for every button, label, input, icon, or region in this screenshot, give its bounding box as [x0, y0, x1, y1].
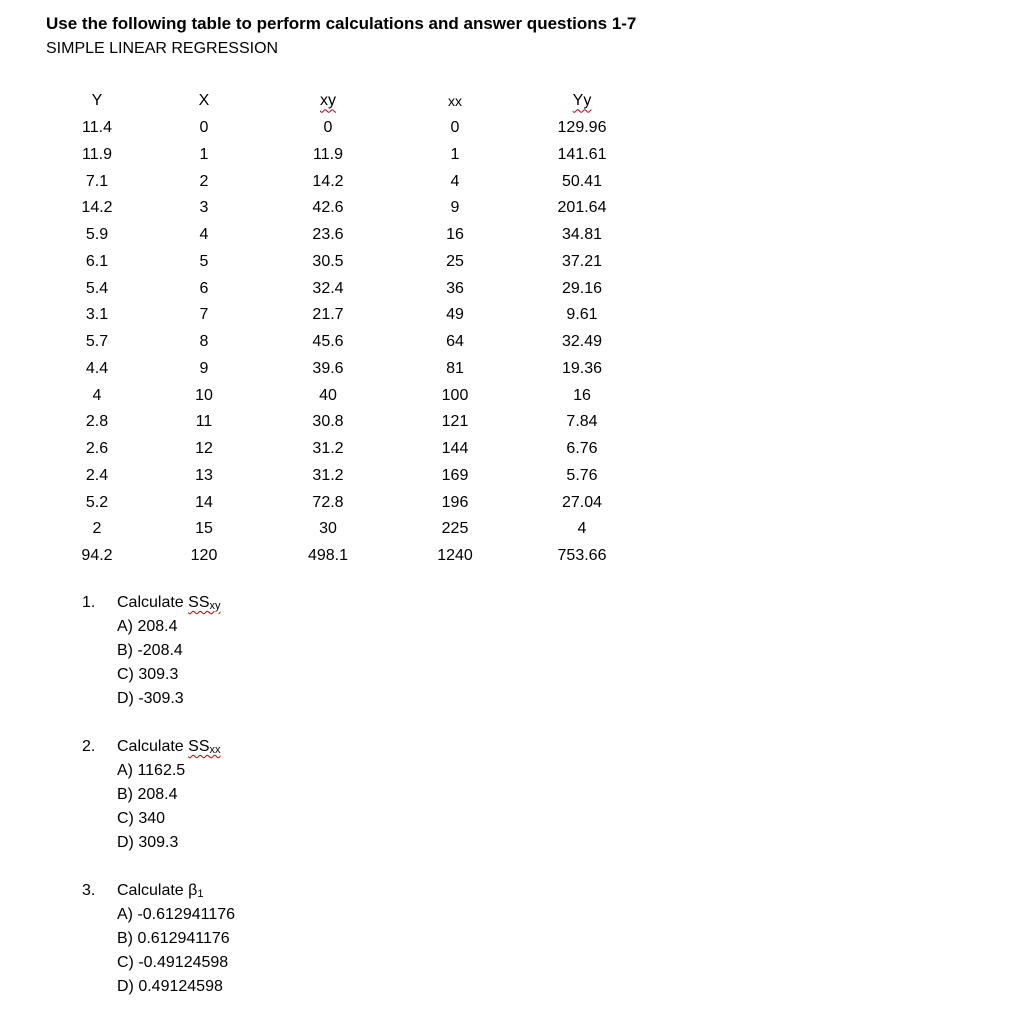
cell-y: 14.2 — [81, 199, 113, 217]
cell-yy: 129.96 — [557, 119, 607, 137]
cell-xx: 169 — [441, 466, 469, 484]
cell-y: 2 — [92, 520, 102, 538]
cell-xy: 72.8 — [312, 493, 344, 511]
cell-xx: 9 — [450, 199, 460, 217]
table-row — [56, 249, 640, 276]
cell-y: 5.7 — [85, 333, 109, 351]
question-prompt: Calculate — [117, 594, 189, 611]
term-subscript: xx — [209, 744, 221, 756]
cell-x: 14 — [195, 493, 213, 511]
table-row — [56, 195, 640, 222]
answer-option[interactable]: C) 309.3 — [117, 666, 179, 683]
table-row — [56, 275, 640, 302]
total-xy: 498.1 — [307, 547, 349, 565]
cell-xx: 196 — [441, 493, 469, 511]
cell-yy: 141.61 — [557, 145, 607, 163]
answer-option[interactable]: D) -309.3 — [117, 690, 184, 707]
cell-y: 5.2 — [85, 493, 109, 511]
cell-yy: 6.76 — [566, 440, 598, 458]
table-body — [56, 115, 640, 570]
regression-table — [56, 88, 640, 570]
cell-xx: 225 — [441, 520, 469, 538]
table-row — [56, 382, 640, 409]
term-subscript: xy — [209, 600, 221, 612]
cell-yy: 9.61 — [566, 306, 598, 324]
total-x: 120 — [190, 547, 218, 565]
answer-options — [82, 903, 235, 999]
question-number: 2. — [82, 738, 96, 755]
table-row — [56, 222, 640, 249]
cell-y: 5.4 — [85, 279, 109, 297]
cell-xx: 49 — [446, 306, 464, 324]
header-x: X — [198, 92, 210, 110]
cell-xy: 31.2 — [312, 440, 344, 458]
table-row — [56, 356, 640, 383]
cell-x: 12 — [195, 440, 213, 458]
cell-xy: 21.7 — [312, 306, 344, 324]
cell-xy: 40 — [319, 386, 337, 404]
question-line — [82, 591, 235, 615]
question-term — [188, 882, 203, 899]
table-row — [56, 115, 640, 142]
cell-xx: 144 — [441, 440, 469, 458]
total-xx: 1240 — [437, 547, 473, 565]
header-y: Y — [91, 92, 103, 110]
total-y: 94.2 — [81, 547, 113, 565]
cell-xy: 32.4 — [312, 279, 344, 297]
cell-yy: 16 — [573, 386, 591, 404]
cell-x: 13 — [195, 466, 213, 484]
cell-xy: 30.5 — [312, 252, 344, 270]
cell-xy: 11.9 — [313, 145, 343, 163]
cell-x: 1 — [199, 145, 209, 163]
question-prompt: Calculate — [117, 882, 189, 899]
cell-yy: 32.49 — [561, 333, 603, 351]
cell-xy: 45.6 — [312, 333, 344, 351]
answer-option[interactable]: A) -0.612941176 — [117, 906, 236, 923]
cell-yy: 19.36 — [561, 359, 603, 377]
table-row — [56, 516, 640, 543]
header-xy — [270, 88, 386, 115]
answer-options — [82, 759, 235, 855]
table-row — [56, 168, 640, 195]
cell-xy: 0 — [323, 119, 333, 137]
question-term — [188, 738, 220, 755]
cell-xx: 121 — [441, 413, 469, 431]
table-row — [56, 329, 640, 356]
answer-option[interactable]: C) -0.49124598 — [117, 954, 229, 971]
table-row — [56, 463, 640, 490]
cell-y: 6.1 — [85, 252, 109, 270]
cell-x: 15 — [195, 520, 213, 538]
cell-yy: 4 — [577, 520, 587, 538]
answer-options — [82, 615, 235, 711]
cell-yy: 34.81 — [561, 226, 603, 244]
cell-y: 2.4 — [85, 466, 109, 484]
answer-option[interactable]: A) 1162.5 — [117, 762, 186, 779]
cell-x: 11 — [195, 413, 213, 431]
table-row — [56, 436, 640, 463]
table-header-row — [56, 88, 640, 115]
cell-xx: 1 — [450, 145, 460, 163]
cell-xy: 42.6 — [312, 199, 344, 217]
header-xx: xx — [448, 93, 462, 110]
cell-y: 4 — [92, 386, 102, 404]
question-text — [117, 591, 221, 615]
answer-option[interactable]: D) 0.49124598 — [117, 978, 223, 995]
cell-x: 0 — [199, 119, 209, 137]
cell-y: 3.1 — [85, 306, 109, 324]
answer-option[interactable]: B) -208.4 — [117, 642, 183, 659]
question-1 — [82, 591, 235, 711]
question-line — [82, 735, 235, 759]
answer-option[interactable]: D) 309.3 — [117, 834, 179, 851]
header-yy — [524, 88, 640, 115]
question-term — [188, 594, 220, 611]
cell-x: 2 — [199, 172, 209, 190]
cell-yy: 201.64 — [557, 199, 607, 217]
cell-x: 10 — [195, 386, 213, 404]
cell-x: 8 — [199, 333, 209, 351]
term-subscript: 1 — [197, 888, 204, 900]
term-symbol: β — [188, 882, 198, 899]
cell-xx: 25 — [446, 252, 464, 270]
cell-y: 2.6 — [85, 440, 109, 458]
cell-x: 6 — [199, 279, 209, 297]
cell-xy: 31.2 — [312, 466, 344, 484]
cell-xy: 30.8 — [312, 413, 344, 431]
term-symbol: SS — [188, 738, 210, 755]
question-list — [82, 591, 235, 1023]
cell-xx: 100 — [441, 386, 469, 404]
cell-xx: 4 — [450, 172, 460, 190]
cell-x: 9 — [199, 359, 209, 377]
cell-x: 5 — [199, 252, 209, 270]
question-3 — [82, 879, 235, 999]
cell-yy: 50.41 — [561, 172, 603, 190]
cell-yy: 5.76 — [566, 466, 598, 484]
cell-y: 5.9 — [85, 226, 109, 244]
cell-yy: 37.21 — [561, 252, 603, 270]
header-xy-label: xy — [320, 92, 336, 110]
answer-option[interactable]: B) 208.4 — [117, 786, 178, 803]
cell-yy: 27.04 — [561, 493, 603, 511]
cell-x: 7 — [199, 306, 209, 324]
cell-x: 3 — [199, 199, 209, 217]
question-prompt: Calculate — [117, 738, 189, 755]
cell-xy: 39.6 — [312, 359, 344, 377]
table-row — [56, 142, 640, 169]
cell-xx: 64 — [446, 333, 464, 351]
header-yy-label: Yy — [572, 92, 592, 110]
question-number: 1. — [82, 594, 96, 611]
table-row — [56, 302, 640, 329]
cell-xx: 36 — [446, 279, 464, 297]
question-2 — [82, 735, 235, 855]
cell-yy: 7.84 — [566, 413, 598, 431]
page-heading: Use the following table to perform calculations and answer questions 1-7 — [46, 14, 637, 33]
cell-y: 2.8 — [85, 413, 109, 431]
cell-xy: 30 — [319, 520, 337, 538]
cell-xx: 81 — [446, 359, 464, 377]
answer-option[interactable]: B) 0.612941176 — [117, 930, 230, 947]
question-line — [82, 879, 235, 903]
cell-yy: 29.16 — [561, 279, 603, 297]
page-subheading: SIMPLE LINEAR REGRESSION — [46, 40, 279, 57]
term-symbol: SS — [188, 594, 210, 611]
question-number: 3. — [82, 882, 96, 899]
total-yy: 753.66 — [557, 547, 607, 565]
cell-xx: 16 — [446, 226, 464, 244]
question-text — [117, 879, 203, 903]
table-row — [56, 489, 640, 516]
table-row — [56, 409, 640, 436]
cell-xx: 0 — [450, 119, 460, 137]
cell-y: 11.4 — [82, 119, 112, 137]
cell-x: 4 — [199, 226, 209, 244]
cell-xy: 23.6 — [312, 226, 344, 244]
answer-option[interactable]: C) 340 — [117, 810, 166, 827]
question-text — [117, 735, 221, 759]
answer-option[interactable]: A) 208.4 — [117, 618, 178, 635]
cell-y: 7.1 — [85, 172, 109, 190]
cell-xy: 14.2 — [312, 172, 344, 190]
cell-y: 4.4 — [85, 359, 109, 377]
totals-row — [56, 543, 640, 570]
cell-y: 11.9 — [82, 145, 112, 163]
